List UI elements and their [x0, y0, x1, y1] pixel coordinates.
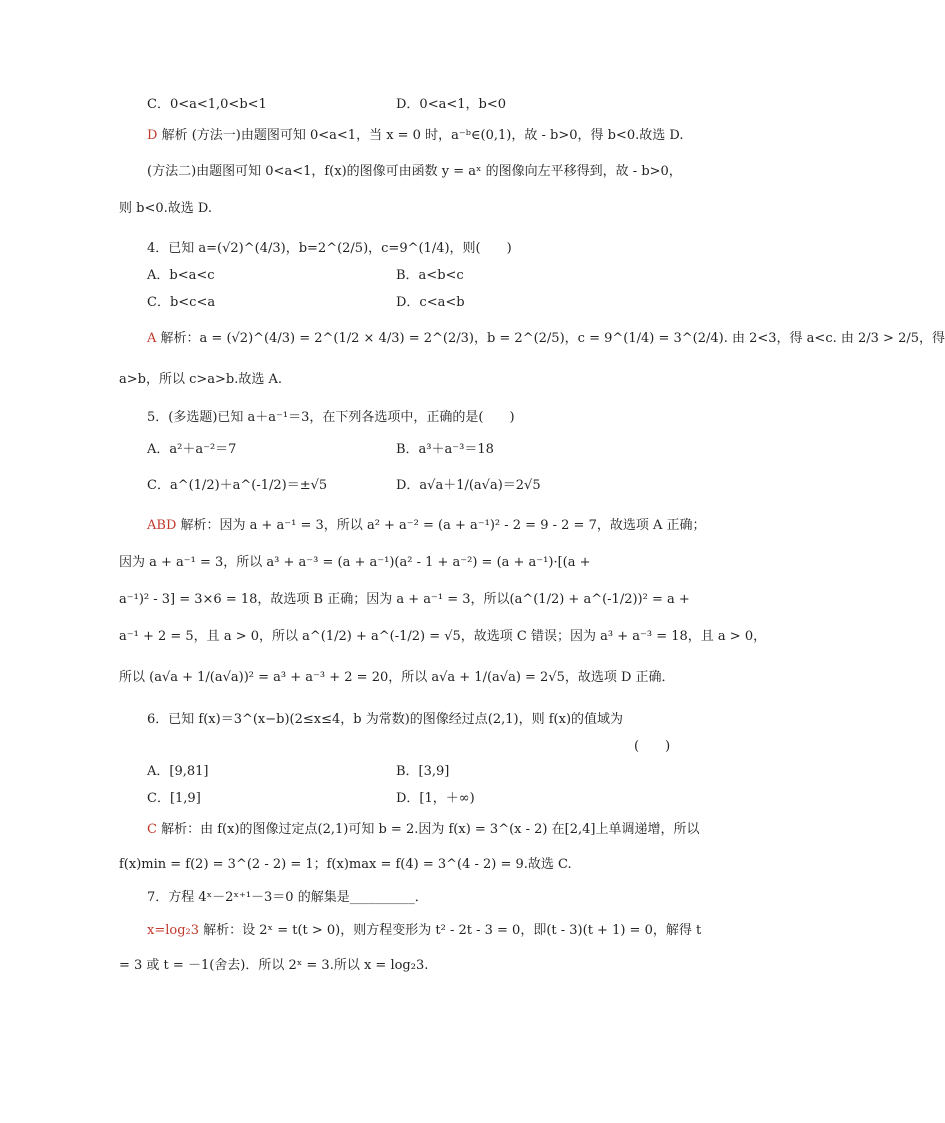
q6-option-a: A．[9,81]: [147, 764, 209, 779]
q4-answer: A: [147, 331, 157, 346]
q5-solution-line-4: a⁻¹ + 2 = 5，且 a > 0，所以 a^(1/2) + a^(-1/2) = √5，故选项 C 错误；因为 a³ + a⁻³ = 18，且 a > 0，: [119, 629, 767, 644]
q3-option-c: C．0<a<1,0<b<1: [147, 97, 267, 112]
q5-solution-line-1: [147, 517, 706, 535]
q4-option-c: C．b<c<a: [147, 295, 216, 310]
q5-solution-line-3: a⁻¹)² - 3] = 3×6 = 18，故选项 B 正确；因为 a + a⁻¹ = 3，所以(a^(1/2) + a^(-1/2))² = a +: [119, 592, 690, 607]
q6-solution-text: 解析：由 f(x)的图像过定点(2,1)可知 b = 2.因为 f(x) = 3^(x - 2) 在[2,4]上单调递增，所以: [161, 822, 700, 837]
q3-solution-line-1: [147, 127, 683, 145]
q5-option-b: B．a³＋a⁻³＝18: [396, 442, 494, 457]
q6-stem: 6．已知 f(x)＝3^(x−b)(2≤x≤4，b 为常数)的图像经过点(2,1)，则 f(x)的值域为: [147, 712, 624, 727]
q3-answer: D: [147, 128, 158, 143]
q6-answer: C: [147, 822, 157, 837]
q4-option-d: D．c<a<b: [396, 295, 465, 310]
q4-solution-line-1: [147, 330, 945, 348]
q5-stem: 5．(多选题)已知 a＋a⁻¹＝3，在下列各选项中，正确的是( ): [147, 410, 515, 425]
q5-option-d: D．a√a＋1/(a√a)＝2√5: [396, 478, 541, 493]
q6-solution-line-1: [147, 821, 699, 839]
q4-solution-line-2: a>b，所以 c>a>b.故选 A.: [119, 372, 283, 387]
q3-solution-text: 解析 (方法一)由题图可知 0<a<1，当 x = 0 时，a⁻ᵇ∈(0,1)，故 - b>0，得 b<0.故选 D.: [161, 128, 684, 143]
q5-answer: ABD: [147, 518, 177, 533]
q4-stem: 4．已知 a=(√2)^(4/3)，b=2^(2/5)，c=9^(1/4)，则( ): [147, 241, 512, 256]
q3-solution-line-3: 则 b<0.故选 D.: [119, 201, 212, 216]
q3-solution-line-2: (方法二)由题图可知 0<a<1，f(x)的图像可由函数 y = aˣ 的图像向左平移得到，故 - b>0，: [147, 164, 682, 179]
q5-solution-line-2: 因为 a + a⁻¹ = 3，所以 a³ + a⁻³ = (a + a⁻¹)(a² - 1 + a⁻²) = (a + a⁻¹)·[(a +: [119, 555, 591, 570]
q5-solution-line-5: 所以 (a√a + 1/(a√a))² = a³ + a⁻³ + 2 = 20，所以 a√a + 1/(a√a) = 2√5，故选项 D 正确．: [119, 670, 675, 685]
q6-answer-paren: ( ): [634, 739, 671, 754]
q6-solution-line-2: f(x)min = f(2) = 3^(2 - 2) = 1；f(x)max = f(4) = 3^(4 - 2) = 9.故选 C.: [119, 857, 572, 872]
q7-solution-line-2: = 3 或 t = －1(舍去)．所以 2ˣ = 3.所以 x = log₂3.: [119, 958, 429, 973]
q4-option-b: B．a<b<c: [396, 268, 464, 283]
q7-solution-line-1: [147, 922, 701, 940]
q7-stem: 7．方程 4ˣ－2ˣ⁺¹－3＝0 的解集是__________．: [147, 890, 428, 905]
q4-option-a: A．b<a<c: [147, 268, 215, 283]
q7-answer: x=log₂3: [147, 923, 200, 938]
q5-option-c: C．a^(1/2)＋a^(-1/2)＝±√5: [147, 478, 328, 493]
q6-option-d: D．[1，＋∞): [396, 791, 475, 806]
q5-solution-text: 解析：因为 a + a⁻¹ = 3，所以 a² + a⁻² = (a + a⁻¹)² - 2 = 9 - 2 = 7，故选项 A 正确；: [180, 518, 706, 533]
q5-option-a: A．a²＋a⁻²＝7: [147, 442, 237, 457]
q4-solution-text: 解析：a = (√2)^(4/3) = 2^(1/2 × 4/3) = 2^(2/3)，b = 2^(2/5)，c = 9^(1/4) = 3^(2/4). 由 2<3，得 a<c. 由 2/3 > 2/5，得: [160, 331, 945, 346]
q6-option-c: C．[1,9]: [147, 791, 201, 806]
q6-option-b: B．[3,9]: [396, 764, 450, 779]
q7-solution-text: 解析：设 2ˣ = t(t > 0)，则方程变形为 t² - 2t - 3 = 0，即(t - 3)(t + 1) = 0，解得 t: [203, 923, 702, 938]
q3-option-d: D．0<a<1，b<0: [396, 97, 506, 112]
